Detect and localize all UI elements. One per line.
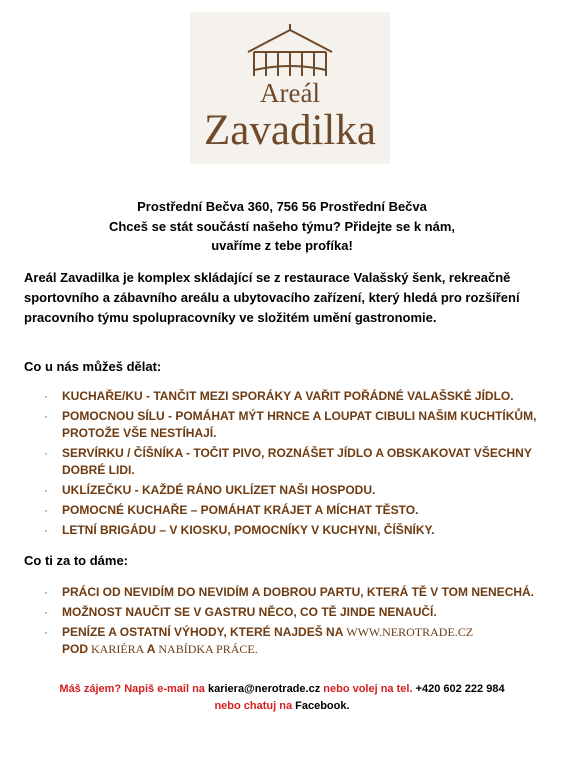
intro-paragraph: Areál Zavadilka je komplex skládající se z restaurace Valašský šenk, rekreačně sportovního a zábavního areálu a ubytovacího zařízení, který hledá pro rozšíření pracovního týmu spolupracovníky ve složitém umění gastronomie.: [24, 270, 520, 325]
list-item: · PENÍZE A OSTATNÍ VÝHODY, KTERÉ NAJDEŠ NA WWW.NEROTRADE.CZ POD KARIÉRA A NABÍDKA PRÁCE.: [44, 625, 474, 656]
list-item: · SERVÍRKU / ČÍŠNÍKA - TOČIT PIVO, ROZNÁŠET JÍDLO A OBSKAKOVAT VŠECHNY DOBRÉ LIDI.: [44, 446, 532, 477]
offer-list: [40, 584, 540, 661]
address: Prostřední Bečva 360, 756 56 Prostřední Bečva: [137, 199, 427, 214]
logo: [190, 12, 390, 164]
list-item: · PRÁCI OD NEVIDÍM DO NEVIDÍM A DOBROU PARTU, KTERÁ TĚ V TOM NENECHÁ.: [44, 585, 535, 599]
tagline-line-1: Chceš se stát součástí našeho týmu? Přidejte se k nám,: [108, 219, 456, 234]
logo-line-1: Areál: [260, 78, 320, 108]
list-item: · UKLÍZEČKU - KAŽDÉ RÁNO UKLÍZET NAŠI HOSPODU.: [44, 483, 376, 497]
contact-footer: Máš zájem? Napiš e-mail na kariera@nerotrade.cz nebo volej na tel. +420 602 222 984 nebo chatuj na Facebook.: [59, 683, 505, 712]
logo-line-2: Zavadilka: [204, 107, 376, 154]
list-item: · LETNÍ BRIGÁDU – V KIOSKU, POMOCNÍKY V KUCHYNI, ČÍŠNÍKY.: [44, 523, 435, 537]
tagline-line-2: uvaříme z tebe profíka!: [211, 238, 353, 253]
facebook-text: Facebook.: [295, 700, 350, 712]
offer-heading: Co ti za to dáme:: [24, 553, 129, 568]
jobs-heading: Co u nás můžeš dělat:: [24, 359, 162, 374]
website-text: WWW.NEROTRADE.CZ: [346, 625, 474, 639]
phone-text: +420 602 222 984: [415, 683, 505, 695]
list-item: · POMOCNOU SÍLU - POMÁHAT MÝT HRNCE A LOUPAT CIBULI NAŠIM KUCHTÍKŮM, PROTOŽE VŠE NESTÍHAJÍ.: [44, 409, 537, 440]
pavilion-roof-icon: [190, 12, 390, 82]
list-item: · POMOCNÉ KUCHAŘE – POMÁHAT KRÁJET A MÍCHAT TĚSTO.: [44, 503, 419, 517]
list-item: · KUCHAŘE/KU - TANČIT MEZI SPORÁKY A VAŘIT POŘÁDNÉ VALAŠSKÉ JÍDLO.: [44, 389, 514, 403]
jobs-list: [40, 388, 540, 542]
email-text: kariera@nerotrade.cz: [207, 683, 321, 695]
list-item: · MOŽNOST NAUČIT SE V GASTRU NĚCO, CO TĚ JINDE NENAUČÍ.: [44, 605, 437, 619]
